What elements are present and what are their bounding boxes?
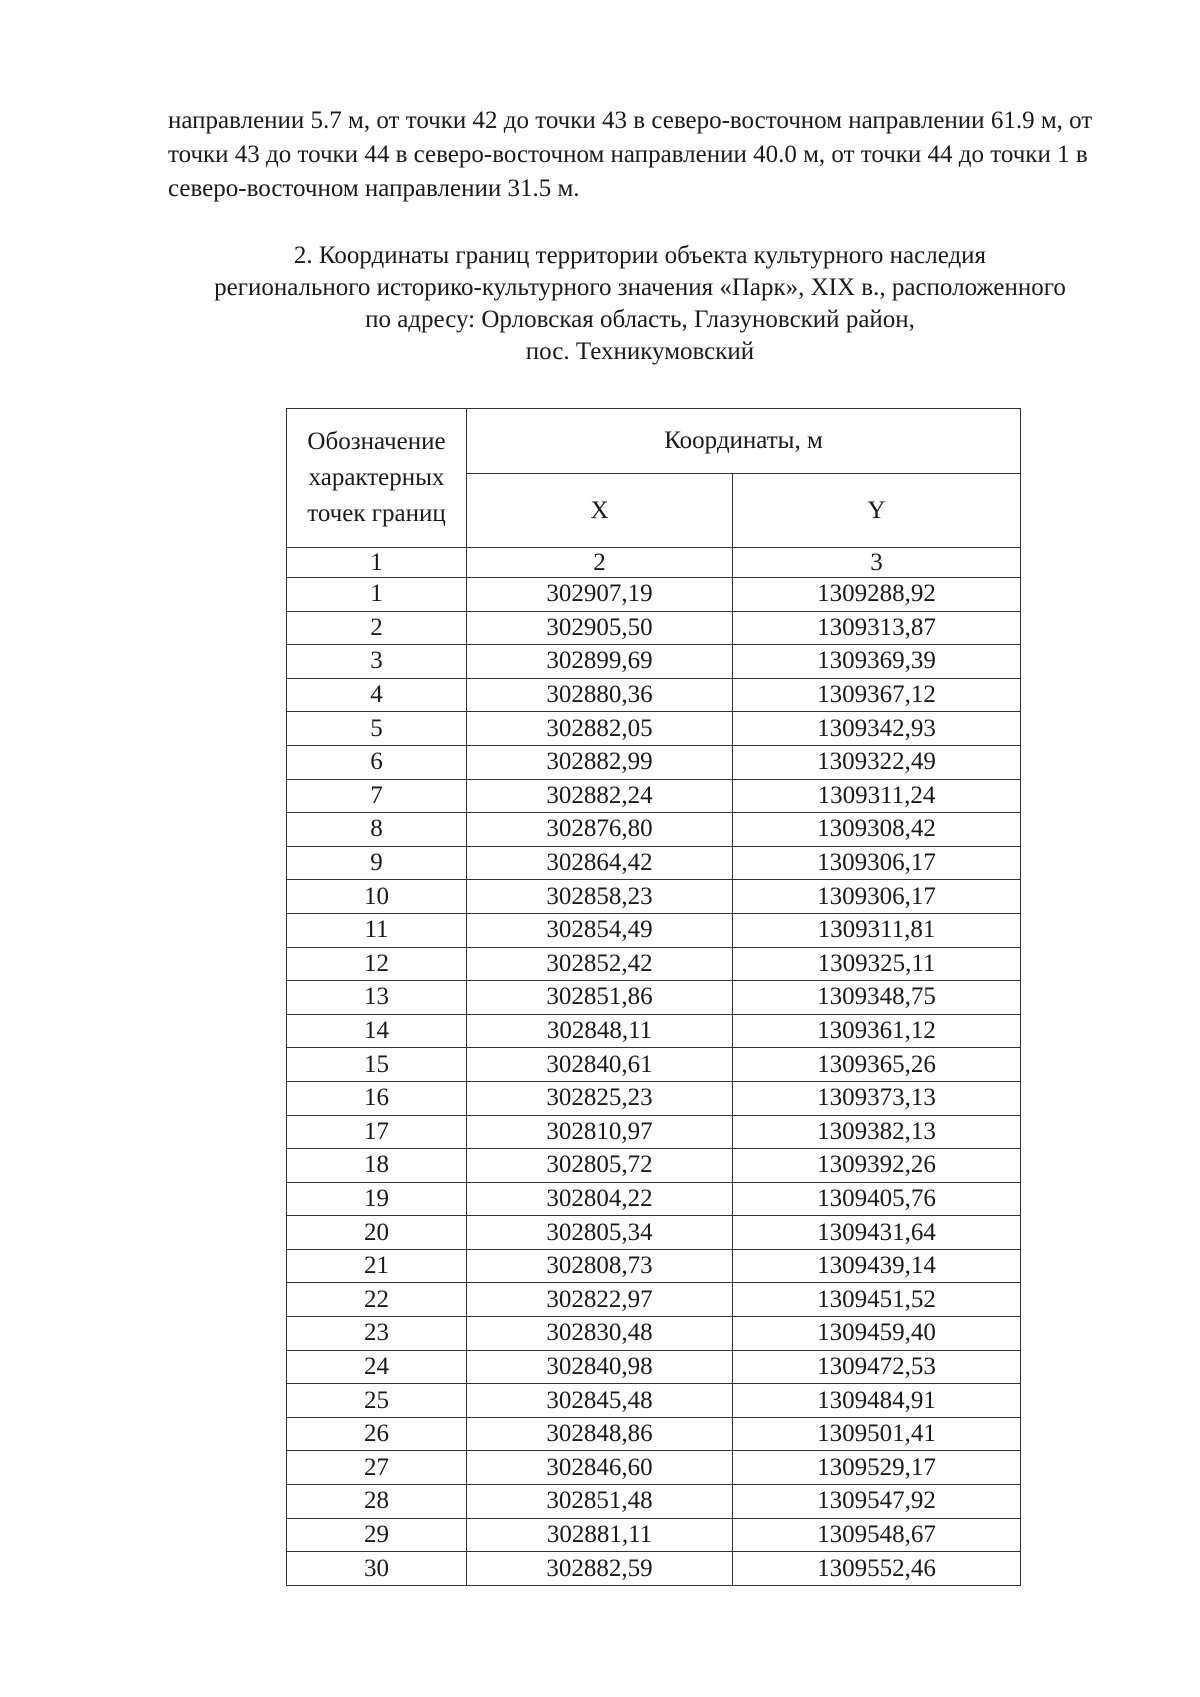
cell-x: 302808,73 bbox=[467, 1249, 733, 1283]
cell-point: 28 bbox=[287, 1485, 467, 1519]
header-coordinates: Координаты, м bbox=[467, 409, 1021, 474]
table-row bbox=[287, 678, 1021, 712]
cell-y: 1309369,39 bbox=[733, 645, 1021, 679]
column-number-2: 2 bbox=[467, 548, 733, 578]
cell-y: 1309451,52 bbox=[733, 1283, 1021, 1317]
table-row bbox=[287, 913, 1021, 947]
cell-point: 2 bbox=[287, 611, 467, 645]
cell-point: 3 bbox=[287, 645, 467, 679]
cell-point: 23 bbox=[287, 1317, 467, 1351]
cell-y: 1309431,64 bbox=[733, 1216, 1021, 1250]
table-row bbox=[287, 947, 1021, 981]
table-row bbox=[287, 779, 1021, 813]
cell-x: 302882,24 bbox=[467, 779, 733, 813]
table-row bbox=[287, 611, 1021, 645]
cell-x: 302851,48 bbox=[467, 1485, 733, 1519]
cell-y: 1309342,93 bbox=[733, 712, 1021, 746]
table-row bbox=[287, 1451, 1021, 1485]
cell-x: 302881,11 bbox=[467, 1518, 733, 1552]
cell-x: 302840,98 bbox=[467, 1350, 733, 1384]
table-row bbox=[287, 813, 1021, 847]
cell-x: 302876,80 bbox=[467, 813, 733, 847]
column-number-1: 1 bbox=[287, 548, 467, 578]
table-row bbox=[287, 712, 1021, 746]
cell-x: 302854,49 bbox=[467, 913, 733, 947]
table-row bbox=[287, 1485, 1021, 1519]
cell-y: 1309311,24 bbox=[733, 779, 1021, 813]
cell-y: 1309392,26 bbox=[733, 1149, 1021, 1183]
cell-x: 302805,34 bbox=[467, 1216, 733, 1250]
cell-x: 302851,86 bbox=[467, 981, 733, 1015]
cell-x: 302830,48 bbox=[467, 1317, 733, 1351]
cell-y: 1309529,17 bbox=[733, 1451, 1021, 1485]
cell-y: 1309322,49 bbox=[733, 745, 1021, 779]
cell-point: 11 bbox=[287, 913, 467, 947]
cell-x: 302848,86 bbox=[467, 1417, 733, 1451]
cell-point: 30 bbox=[287, 1552, 467, 1586]
cell-x: 302810,97 bbox=[467, 1115, 733, 1149]
cell-y: 1309484,91 bbox=[733, 1384, 1021, 1418]
cell-point: 16 bbox=[287, 1081, 467, 1115]
heading-line-4: пос. Техникумовский bbox=[525, 338, 755, 365]
cell-x: 302905,50 bbox=[467, 611, 733, 645]
cell-y: 1309367,12 bbox=[733, 678, 1021, 712]
cell-point: 12 bbox=[287, 947, 467, 981]
cell-x: 302880,36 bbox=[467, 678, 733, 712]
cell-y: 1309365,26 bbox=[733, 1048, 1021, 1082]
cell-y: 1309501,41 bbox=[733, 1417, 1021, 1451]
cell-y: 1309325,11 bbox=[733, 947, 1021, 981]
cell-y: 1309552,46 bbox=[733, 1552, 1021, 1586]
cell-x: 302840,61 bbox=[467, 1048, 733, 1082]
cell-x: 302882,99 bbox=[467, 745, 733, 779]
cell-x: 302846,60 bbox=[467, 1451, 733, 1485]
table-row bbox=[287, 1014, 1021, 1048]
table-row bbox=[287, 1115, 1021, 1149]
cell-x: 302845,48 bbox=[467, 1384, 733, 1418]
cell-point: 10 bbox=[287, 880, 467, 914]
intro-paragraph: направлении 5.7 м, от точки 42 до точки 43 в северо-восточном направлении 61.9 м, от точки 43 до точки 44 в северо-восточном направлении 40.0 м, от точки 44 до точки 1 в северо-восточном направлении 31.5 м. bbox=[168, 107, 1093, 202]
cell-point: 7 bbox=[287, 779, 467, 813]
cell-y: 1309439,14 bbox=[733, 1249, 1021, 1283]
table-row bbox=[287, 1417, 1021, 1451]
section-heading bbox=[160, 240, 1120, 368]
cell-point: 9 bbox=[287, 846, 467, 880]
cell-point: 15 bbox=[287, 1048, 467, 1082]
table-row bbox=[287, 1149, 1021, 1183]
table-row bbox=[287, 578, 1021, 612]
cell-point: 26 bbox=[287, 1417, 467, 1451]
heading-line-3: по адресу: Орловская область, Глазуновский район, bbox=[365, 306, 915, 333]
cell-y: 1309313,87 bbox=[733, 611, 1021, 645]
table-row bbox=[287, 1384, 1021, 1418]
cell-point: 20 bbox=[287, 1216, 467, 1250]
cell-point: 17 bbox=[287, 1115, 467, 1149]
cell-x: 302825,23 bbox=[467, 1081, 733, 1115]
cell-y: 1309361,12 bbox=[733, 1014, 1021, 1048]
column-number-3: 3 bbox=[733, 548, 1021, 578]
cell-x: 302882,05 bbox=[467, 712, 733, 746]
table-row bbox=[287, 1317, 1021, 1351]
cell-point: 18 bbox=[287, 1149, 467, 1183]
cell-point: 25 bbox=[287, 1384, 467, 1418]
cell-point: 4 bbox=[287, 678, 467, 712]
table-row bbox=[287, 981, 1021, 1015]
cell-point: 5 bbox=[287, 712, 467, 746]
table-row bbox=[287, 1182, 1021, 1216]
table-row bbox=[287, 745, 1021, 779]
cell-point: 29 bbox=[287, 1518, 467, 1552]
cell-point: 22 bbox=[287, 1283, 467, 1317]
cell-x: 302858,23 bbox=[467, 880, 733, 914]
table-row bbox=[287, 1249, 1021, 1283]
header-points: Обозначение характерных точек границ bbox=[287, 409, 467, 548]
cell-y: 1309382,13 bbox=[733, 1115, 1021, 1149]
header-y: Y bbox=[733, 474, 1021, 548]
cell-point: 14 bbox=[287, 1014, 467, 1048]
cell-x: 302907,19 bbox=[467, 578, 733, 612]
heading-line-1: 2. Координаты границ территории объекта культурного наследия bbox=[293, 242, 987, 269]
table-row bbox=[287, 880, 1021, 914]
cell-point: 6 bbox=[287, 745, 467, 779]
cell-x: 302848,11 bbox=[467, 1014, 733, 1048]
cell-point: 24 bbox=[287, 1350, 467, 1384]
cell-x: 302899,69 bbox=[467, 645, 733, 679]
cell-y: 1309348,75 bbox=[733, 981, 1021, 1015]
cell-y: 1309306,17 bbox=[733, 880, 1021, 914]
cell-y: 1309306,17 bbox=[733, 846, 1021, 880]
cell-y: 1309308,42 bbox=[733, 813, 1021, 847]
cell-point: 27 bbox=[287, 1451, 467, 1485]
cell-x: 302822,97 bbox=[467, 1283, 733, 1317]
table-row bbox=[287, 1048, 1021, 1082]
cell-y: 1309288,92 bbox=[733, 578, 1021, 612]
cell-point: 21 bbox=[287, 1249, 467, 1283]
cell-x: 302852,42 bbox=[467, 947, 733, 981]
table-body bbox=[287, 578, 1021, 1586]
cell-y: 1309547,92 bbox=[733, 1485, 1021, 1519]
table-row bbox=[287, 1283, 1021, 1317]
table-row bbox=[287, 846, 1021, 880]
table-row bbox=[287, 1081, 1021, 1115]
cell-y: 1309405,76 bbox=[733, 1182, 1021, 1216]
header-x: X bbox=[467, 474, 733, 548]
cell-x: 302804,22 bbox=[467, 1182, 733, 1216]
cell-x: 302882,59 bbox=[467, 1552, 733, 1586]
cell-x: 302805,72 bbox=[467, 1149, 733, 1183]
table-row bbox=[287, 1552, 1021, 1586]
cell-point: 13 bbox=[287, 981, 467, 1015]
heading-line-2: регионального историко-культурного значения «Парк», XIX в., расположенного bbox=[214, 274, 1066, 301]
cell-y: 1309472,53 bbox=[733, 1350, 1021, 1384]
cell-y: 1309459,40 bbox=[733, 1317, 1021, 1351]
table-row bbox=[287, 1350, 1021, 1384]
table-row bbox=[287, 1518, 1021, 1552]
table-row bbox=[287, 1216, 1021, 1250]
cell-x: 302864,42 bbox=[467, 846, 733, 880]
cell-y: 1309373,13 bbox=[733, 1081, 1021, 1115]
cell-point: 1 bbox=[287, 578, 467, 612]
table-row bbox=[287, 645, 1021, 679]
cell-y: 1309548,67 bbox=[733, 1518, 1021, 1552]
cell-point: 19 bbox=[287, 1182, 467, 1216]
coordinates-table bbox=[286, 408, 1021, 1586]
cell-y: 1309311,81 bbox=[733, 913, 1021, 947]
cell-point: 8 bbox=[287, 813, 467, 847]
